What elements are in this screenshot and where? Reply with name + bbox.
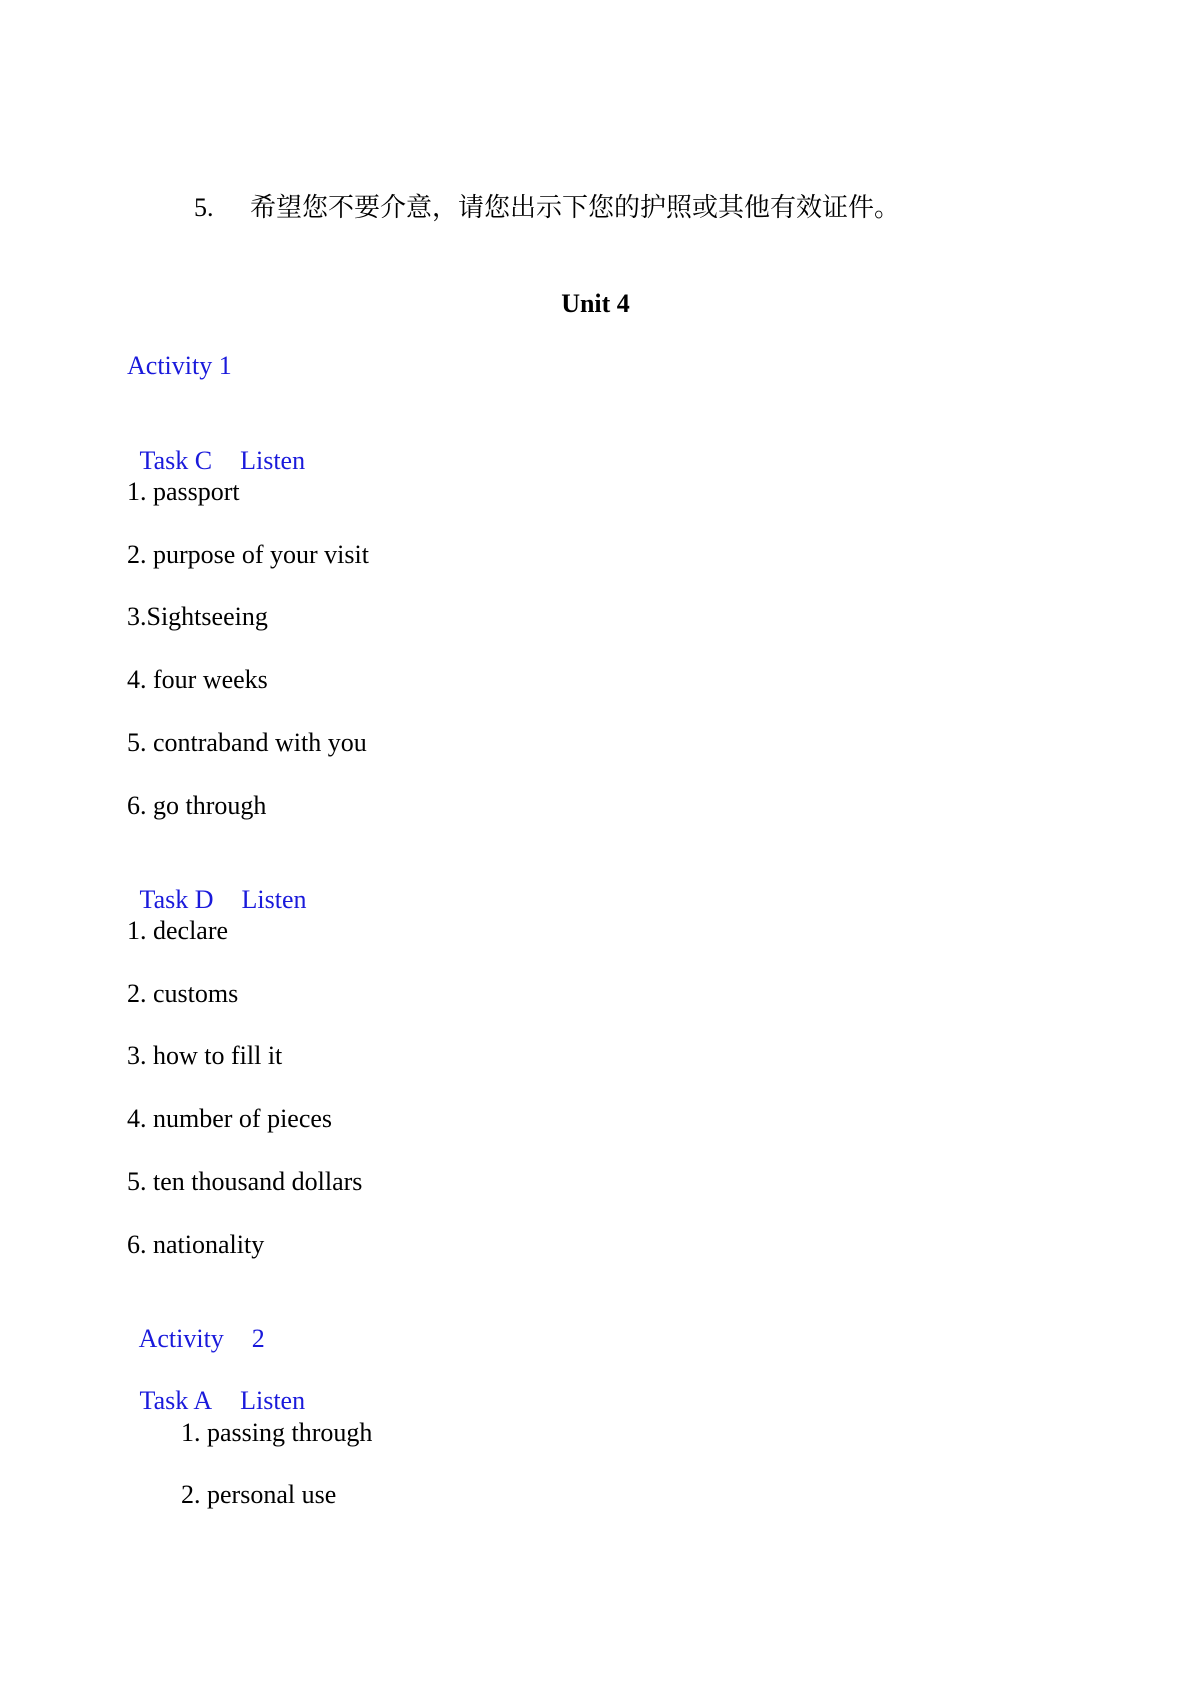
taskD-item: 4. number of pieces (127, 1104, 333, 1133)
top-item-number: 5. (194, 193, 214, 222)
taskD-label: Task D (139, 885, 214, 914)
taskA-item: 2. personal use (181, 1480, 337, 1509)
activity2-number: 2 (251, 1324, 265, 1353)
taskC-action: Listen (240, 446, 306, 475)
taskA-item: 1. passing through (181, 1418, 373, 1447)
activity2-heading (127, 1291, 265, 1355)
taskA-label: Task A (139, 1386, 213, 1415)
taskD-action: Listen (241, 885, 307, 914)
unit-title: Unit 4 (561, 289, 630, 318)
taskD-item: 1. declare (127, 916, 229, 945)
taskC-item: 1. passport (127, 477, 240, 506)
taskD-item: 2. customs (127, 979, 239, 1008)
taskC-item: 6. go through (127, 791, 267, 820)
taskC-item: 4. four weeks (127, 665, 268, 694)
taskC-item: 3.Sightseeing (127, 602, 268, 631)
activity1-heading: Activity 1 (127, 351, 232, 380)
taskD-item: 5. ten thousand dollars (127, 1167, 363, 1196)
top-item-text: 希望您不要介意，请您出示下您的护照或其他有效证件。 (250, 193, 901, 222)
taskD-item: 3. how to fill it (127, 1041, 283, 1070)
taskD-heading (127, 852, 307, 916)
taskC-label: Task C (139, 446, 213, 475)
taskC-item: 5. contraband with you (127, 728, 367, 757)
taskA-action: Listen (240, 1386, 306, 1415)
top-item (181, 160, 900, 224)
activity2-word: Activity (138, 1324, 224, 1353)
taskD-item: 6. nationality (127, 1230, 265, 1259)
taskC-heading (127, 413, 305, 477)
taskA-heading (127, 1353, 305, 1417)
taskC-item: 2. purpose of your visit (127, 540, 369, 569)
